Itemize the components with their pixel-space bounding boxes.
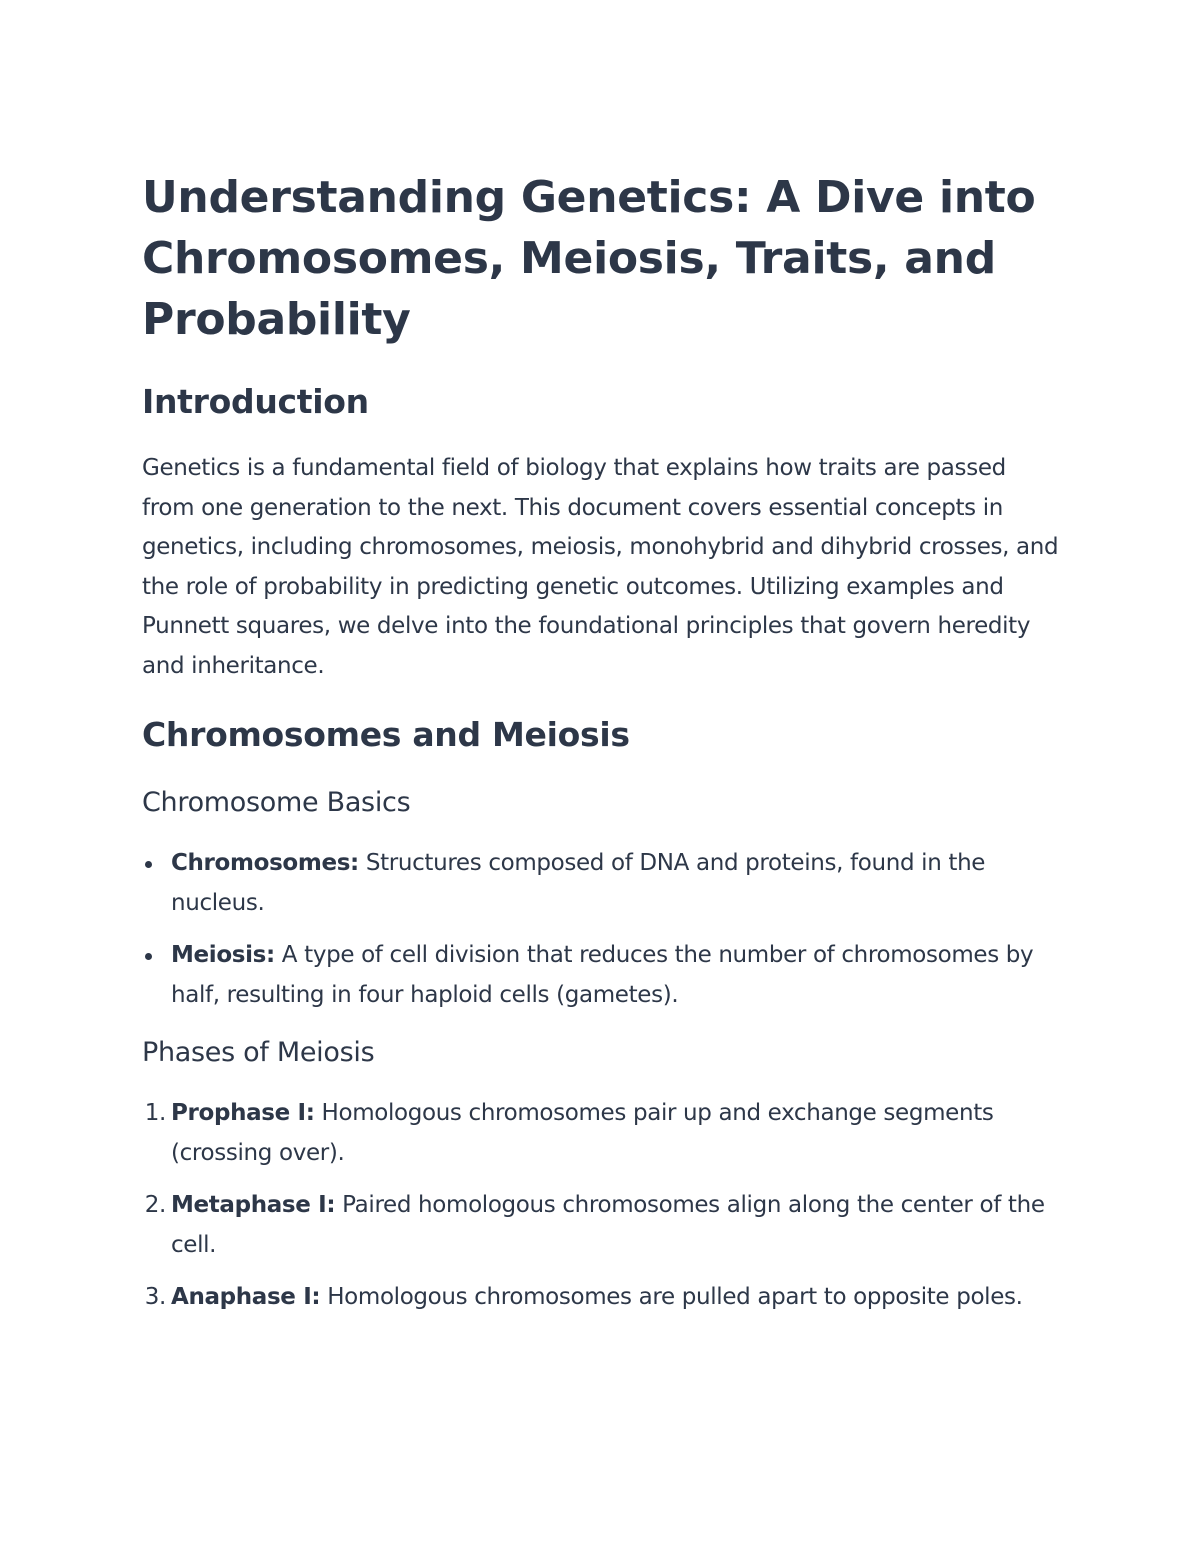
list-item-term: Meiosis:	[171, 942, 275, 968]
list-item-text: A type of cell division that reduces the number of chromosomes by half, resulting in four haploid cells (gametes).	[171, 942, 1034, 1008]
list-item	[142, 936, 1062, 1015]
list-item-term: Chromosomes:	[171, 850, 359, 876]
bullet-icon	[145, 861, 152, 868]
list-item-text: Homologous chromosomes pair up and exchange segments (crossing over).	[171, 1100, 994, 1166]
phases-of-meiosis-heading: Phases of Meiosis	[142, 1037, 375, 1068]
chromosome-basics-list	[142, 844, 1062, 1028]
introduction-paragraph: Genetics is a fundamental field of biology that explains how traits are passed from one generation to the next. This document covers essential concepts in genetics, including chromosomes, meiosis, monohybrid and dihybrid crosses, and the role of probability in predicting genetic outcomes. Utilizing examples and Punnett squares, we delve into the foundational principles that govern heredity and inheritance.	[142, 455, 1059, 679]
chromosomes-meiosis-heading: Chromosomes and Meiosis	[142, 715, 630, 754]
list-item-text: Homologous chromosomes are pulled apart to opposite poles.	[320, 1284, 1023, 1310]
list-item-text: Paired homologous chromosomes align along the center of the cell.	[171, 1192, 1045, 1258]
document-title: Understanding Genetics: A Dive into Chromosomes, Meiosis, Traits, and Probability	[142, 172, 1036, 345]
list-item-number: 2.	[144, 1192, 166, 1218]
list-item	[142, 844, 1062, 923]
list-item-number: 3.	[144, 1284, 166, 1310]
list-item-term: Anaphase I:	[171, 1284, 321, 1310]
chromosome-basics-heading: Chromosome Basics	[142, 787, 411, 818]
list-item	[142, 1186, 1062, 1265]
phases-of-meiosis-list	[142, 1094, 1062, 1331]
introduction-heading: Introduction	[142, 382, 369, 421]
list-item-term: Prophase I:	[171, 1100, 315, 1126]
list-item-text: Structures composed of DNA and proteins, found in the nucleus.	[171, 850, 986, 916]
bullet-icon	[145, 953, 152, 960]
list-item	[142, 1278, 1062, 1318]
list-item-term: Metaphase I:	[171, 1192, 336, 1218]
list-item	[142, 1094, 1062, 1173]
list-item-number: 1.	[144, 1100, 166, 1126]
